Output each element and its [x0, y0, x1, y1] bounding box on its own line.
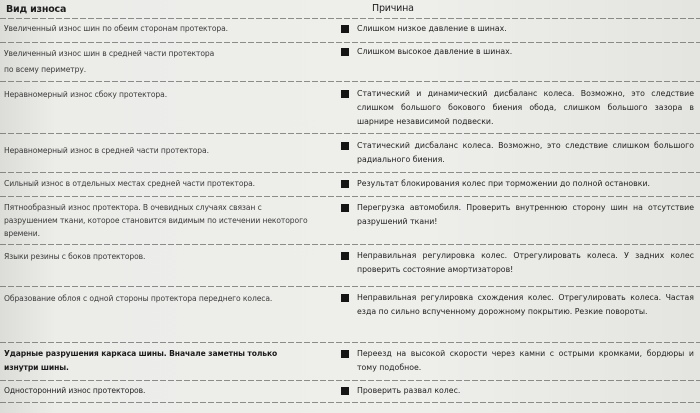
cause-text: Слишком высокое давление в шинах. [357, 47, 513, 56]
header-wear-type: Вид износа [6, 4, 67, 15]
table-row [0, 197, 700, 245]
cause-text: Неправильная регулировка колес. Отрегулировать колеса. У задних колес проверить состояние амортизаторов! [357, 251, 694, 274]
wear-type-text: Сильный износ в отдельных местах средней части протектора. [4, 179, 255, 188]
wear-type-text: Языки резины с боков протекторов. [4, 252, 146, 261]
wear-type-text: Ударные разрушения каркаса шины. Вначале заметны только изнутри шины. [4, 349, 278, 372]
cause-text: Проверить развал колес. [357, 386, 461, 395]
cause-text: Результат блокирования колес при торможении до полной остановки. [357, 179, 651, 188]
cause-text: Перегрузка автомобиля. Проверить внутреннюю сторону шин на отсутствие разрушений ткани! [357, 203, 694, 226]
bullet-square [341, 204, 349, 212]
table-row [0, 173, 700, 197]
wear-type-text: Увеличенный износ шин по обеим сторонам протектора. [4, 24, 228, 33]
table-row [0, 381, 700, 403]
table-row [0, 82, 700, 134]
table-row [0, 19, 700, 43]
bullet-square [341, 350, 349, 358]
bullet-square [341, 252, 349, 260]
bullet-square [341, 142, 349, 150]
cause-text: Статический дисбаланс колеса. Возможно, это следствие слишком большого радиального биения. [357, 141, 694, 164]
cause-text: Неправильная регулировка схождения колес. Отрегулировать колеса. Частая езда по сильно вспученному дорожному покрытию. Резкие повороты. [357, 293, 694, 316]
table-row [0, 134, 700, 173]
wear-type-text: Образование облоя с одной стороны протектора переднего колеса. [4, 294, 273, 303]
bullet-square [341, 90, 349, 98]
wear-type-text: Односторонний износ протекторов. [4, 386, 146, 395]
bullet-square [341, 387, 349, 395]
bullet-square [341, 25, 349, 33]
table-row [0, 343, 700, 381]
cause-text: Переезд на высокой скорости через камни с острыми кромками, бордюры и тому подобное. [357, 349, 694, 372]
table-row [0, 43, 700, 82]
table-row [0, 287, 700, 343]
header-cause: Причина [372, 3, 414, 14]
wear-type-text: Неравномерный износ сбоку протектора. [4, 90, 168, 99]
bullet-square [341, 48, 349, 56]
wear-type-text: Неравномерный износ в средней части протектора. [4, 146, 209, 155]
row-divider [0, 402, 700, 403]
table-row [0, 245, 700, 287]
cause-text: Слишком низкое давление в шинах. [357, 24, 507, 33]
wear-type-text: Пятнообразный износ протектора. В очевидных случаях связан с разрушением ткани, которое становится видимым по истечении некоторого времени. [4, 203, 308, 238]
cause-text: Статический и динамический дисбаланс колеса. Возможно, это следствие слишком большого бокового биения обода, слишком большого зазора в шарнире независимой подвески. [357, 89, 694, 126]
bullet-square [341, 180, 349, 188]
wear-type-text: Увеличенный износ шин в средней части протектора по всему периметру. [4, 49, 215, 74]
bullet-square [341, 294, 349, 302]
table-header [0, 0, 700, 19]
